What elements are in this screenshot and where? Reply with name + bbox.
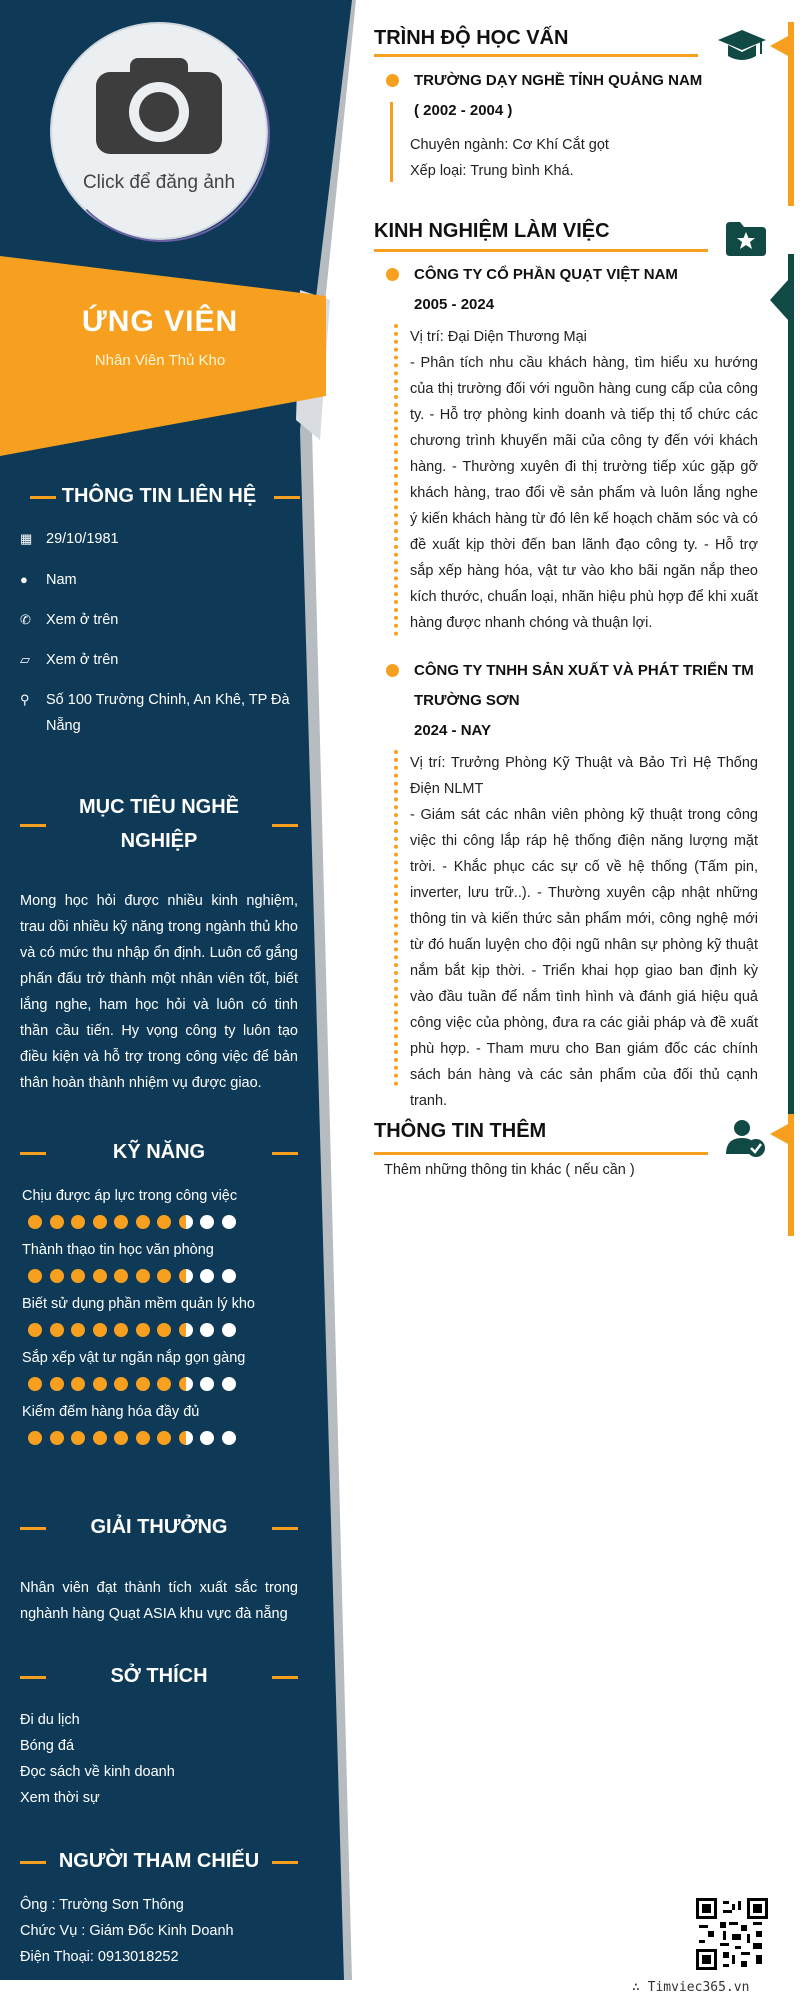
skill-rating-dot [179,1431,193,1445]
user-check-icon [726,1118,766,1158]
timeline-dot [386,74,399,87]
edge-bar-orange [788,22,794,206]
timeline-line [394,750,398,1086]
job-period: 2005 - 2024 [414,296,495,313]
job-role: Vị trí: Trưởng Phòng Kỹ Thuật và Bảo Trì Hệ Thống Điện NLMT [410,755,758,797]
address-value: Số 100 Trường Chinh, An Khê, TP Đà Nẵng [46,692,290,734]
reference-name: Ông : Trường Sơn Thông [20,1897,184,1913]
edge-bar-orange-2 [788,1114,794,1236]
objective-heading: MỤC TIÊU NGHỀ NGHIỆP [20,790,298,858]
company-name: CÔNG TY TNHH SẢN XUẤT VÀ PHÁT TRIỂN TM [414,662,754,679]
edge-marker [770,1124,788,1144]
skill-rating-dot [28,1323,42,1337]
references-heading: NGƯỜI THAM CHIẾU [20,1844,298,1878]
skill-rating-dot [136,1269,150,1283]
phone-value: Xem ở trên [46,612,119,628]
skill-rating-dot [93,1269,107,1283]
additional-heading: THÔNG TIN THÊM [374,1120,547,1142]
skill-rating-dot [28,1215,42,1229]
email-icon: ▱ [20,652,30,667]
skill-rating-dot [50,1269,64,1283]
objective-text: Mong học hỏi được nhiều kinh nghiệm, trau dồi nhiều kỹ năng trong ngành thủ kho và có mức thu nhập ổn định. Luôn cố gắng phấn đấu trở thành một nhân viên tốt, biết lắng nghe, ham học hỏi và luôn có tinh thần cầu tiến. Hy vọng công ty luôn tạo điều kiện và hỗ trợ trong công việc để bản thân hoàn thành nhiệm vụ được giao. [20,893,298,1091]
skill-rating-dot [136,1431,150,1445]
job-period: 2024 - NAY [414,722,491,739]
skill-rating-dot [157,1377,171,1391]
additional-text: Thêm những thông tin khác ( nếu cần ) [384,1162,635,1178]
brand-footer: ∴ Timviec365.vn [632,1980,750,1995]
skill-rating-dot [157,1269,171,1283]
skill-rating-dot [179,1269,193,1283]
edge-marker [770,36,788,56]
hobbies-heading: SỞ THÍCH [20,1659,298,1693]
awards-text: Nhân viên đạt thành tích xuất sắc trong nghành hàng Quạt ASIA khu vực đà nẵng [20,1580,298,1622]
star-folder-icon [726,220,766,256]
reference-role: Chức Vụ : Giám Đốc Kinh Doanh [20,1923,234,1939]
reference-phone: Điện Thoại: 0913018252 [20,1949,179,1965]
awards-heading: GIẢI THƯỞNG [20,1510,298,1544]
skill-rating-dot [222,1377,236,1391]
company-name: CÔNG TY CỔ PHẦN QUẠT VIỆT NAM [414,266,678,283]
skill-name: Chịu được áp lực trong công việc [22,1188,238,1204]
skill-rating-dot [136,1323,150,1337]
skill-rating-dot [157,1323,171,1337]
skill-rating-dot [114,1323,128,1337]
job-description: - Phân tích nhu cầu khách hàng, tìm hiểu xu hướng của thị trường đối với nguồn hàng cung cấp của công ty. - Hỗ trợ phòng kinh doanh và tiếp thị tổ chức các chương trình khuyến mãi của công ty đến với khách hàng. - Thường xuyên đi thị trường tiếp xúc gặp gỡ khách hàng, trao đổi về sản phẩm và luôn lắng nghe ý kiến khách hàng từ đó lên kế hoạch chăm sóc và có đề xuất kịp thời đến ban lãnh đạo công ty. - Hỗ trợ sắp xếp hàng hóa, vật tư vào kho bãi ngăn nắp theo kích thước, chuẩn loại, nhãn hiệu phù hợp để khi xuất hàng được nhanh chóng và thuận lợi. [410,355,758,631]
job-description: - Giám sát các nhân viên phòng kỹ thuật trong công việc thi công lắp ráp hệ thống điện năng lượng mặt trời. - Khắc phục các sự cố về hệ thống (Tấm pin, inverter, lưu trữ..). - Thường xuyên cập nhật những thông tin và kiến thức sản phẩm mới, công nghệ mới từ đó huấn luyện cho đội ngũ nhân sự phòng kỹ thuật nắm bắt kịp thời. - Triển khai họp giao ban định kỳ vào đầu tuần để nắm tình hình và đánh giá hiệu quả công việc của phòng, đưa ra các giải pháp và đề xuất phù hợp. - Tham mưu cho Ban giám đốc các chính sách bán hàng và các sản phẩm của đối thủ cạnh tranh. [410,807,758,1109]
camera-icon [96,58,222,154]
skill-rating-dot [179,1323,193,1337]
heading-underline [374,249,708,252]
skill-rating-dot [222,1269,236,1283]
calendar-icon: ▦ [20,531,33,546]
skill-rating-dot [114,1431,128,1445]
qr-code-icon [696,1898,768,1970]
location-pin-icon: ⚲ [20,692,30,707]
hobby-item: Bóng đá [20,1738,75,1754]
skill-rating-dot [157,1215,171,1229]
skill-rating-dot [179,1377,193,1391]
experience-heading: KINH NGHIỆM LÀM VIỆC [374,220,610,242]
timeline-dot [386,268,399,281]
school-major: Chuyên ngành: Cơ Khí Cắt gọt [410,137,609,153]
skill-rating-dot [28,1269,42,1283]
skill-name: Kiểm đếm hàng hóa đầy đủ [22,1404,200,1420]
skill-rating-dot [136,1215,150,1229]
job-role: Vị trí: Đại Diện Thương Mại [410,329,587,345]
skill-rating-dot [93,1215,107,1229]
skill-rating-dot [200,1431,214,1445]
company-name-line2: TRƯỜNG SƠN [414,692,520,709]
skill-rating-dot [179,1215,193,1229]
skill-rating-dot [71,1215,85,1229]
skill-rating-dot [222,1431,236,1445]
skill-rating-dot [71,1269,85,1283]
skill-rating-dot [114,1215,128,1229]
skill-rating-dot [71,1377,85,1391]
skill-rating-dot [71,1323,85,1337]
skill-name: Biết sử dụng phần mềm quản lý kho [22,1296,255,1312]
skill-rating-dot [50,1323,64,1337]
phone-icon: ✆ [20,612,31,627]
hobby-item: Xem thời sự [20,1790,100,1806]
person-icon: ● [20,572,28,587]
school-name: TRƯỜNG DẠY NGHỀ TỈNH QUẢNG NAM [414,72,703,89]
skill-rating-dot [93,1431,107,1445]
skill-rating-dot [50,1431,64,1445]
skill-rating-dot [136,1377,150,1391]
skill-rating-dot [28,1431,42,1445]
skill-rating-dot [157,1431,171,1445]
school-grade: Xếp loại: Trung bình Khá. [410,163,574,179]
email-value: Xem ở trên [46,652,119,668]
skill-rating-dot [200,1215,214,1229]
candidate-name: ỨNG VIÊN [81,305,239,338]
skill-rating-dot [200,1269,214,1283]
birthday-value: 29/10/1981 [46,531,119,547]
graduation-cap-icon [718,30,766,66]
timeline-line [394,324,398,636]
heading-underline [374,54,698,57]
skill-rating-dot [50,1377,64,1391]
education-heading: TRÌNH ĐỘ HỌC VẤN [374,27,569,49]
contact-heading: THÔNG TIN LIÊN HỆ [20,479,298,513]
timeline-dot [386,664,399,677]
avatar-upload-label: Click để đăng ảnh [82,172,236,193]
skill-rating-dot [200,1377,214,1391]
skill-rating-dot [71,1431,85,1445]
skill-rating-dot [222,1215,236,1229]
skills-heading: KỸ NĂNG [20,1135,298,1169]
heading-underline [374,1152,708,1155]
gender-value: Nam [46,572,77,588]
school-period: ( 2002 - 2004 ) [414,102,513,119]
skill-rating-dot [50,1215,64,1229]
timeline-line [390,102,393,182]
skill-rating-dot [93,1323,107,1337]
skill-name: Thành thạo tin học văn phòng [22,1242,214,1258]
skill-name: Sắp xếp vật tư ngăn nắp gọn gàng [22,1350,246,1366]
skill-rating-dot [114,1377,128,1391]
skill-rating-dot [222,1323,236,1337]
candidate-position: Nhân Viên Thủ Kho [94,352,226,369]
edge-marker [770,280,788,320]
skill-rating-dot [28,1377,42,1391]
hobby-item: Đi du lịch [20,1712,80,1728]
hobby-item: Đọc sách về kinh doanh [20,1764,175,1780]
skill-rating-dot [200,1323,214,1337]
skill-rating-dot [114,1269,128,1283]
skill-rating-dot [93,1377,107,1391]
edge-bar-green [788,254,794,1114]
